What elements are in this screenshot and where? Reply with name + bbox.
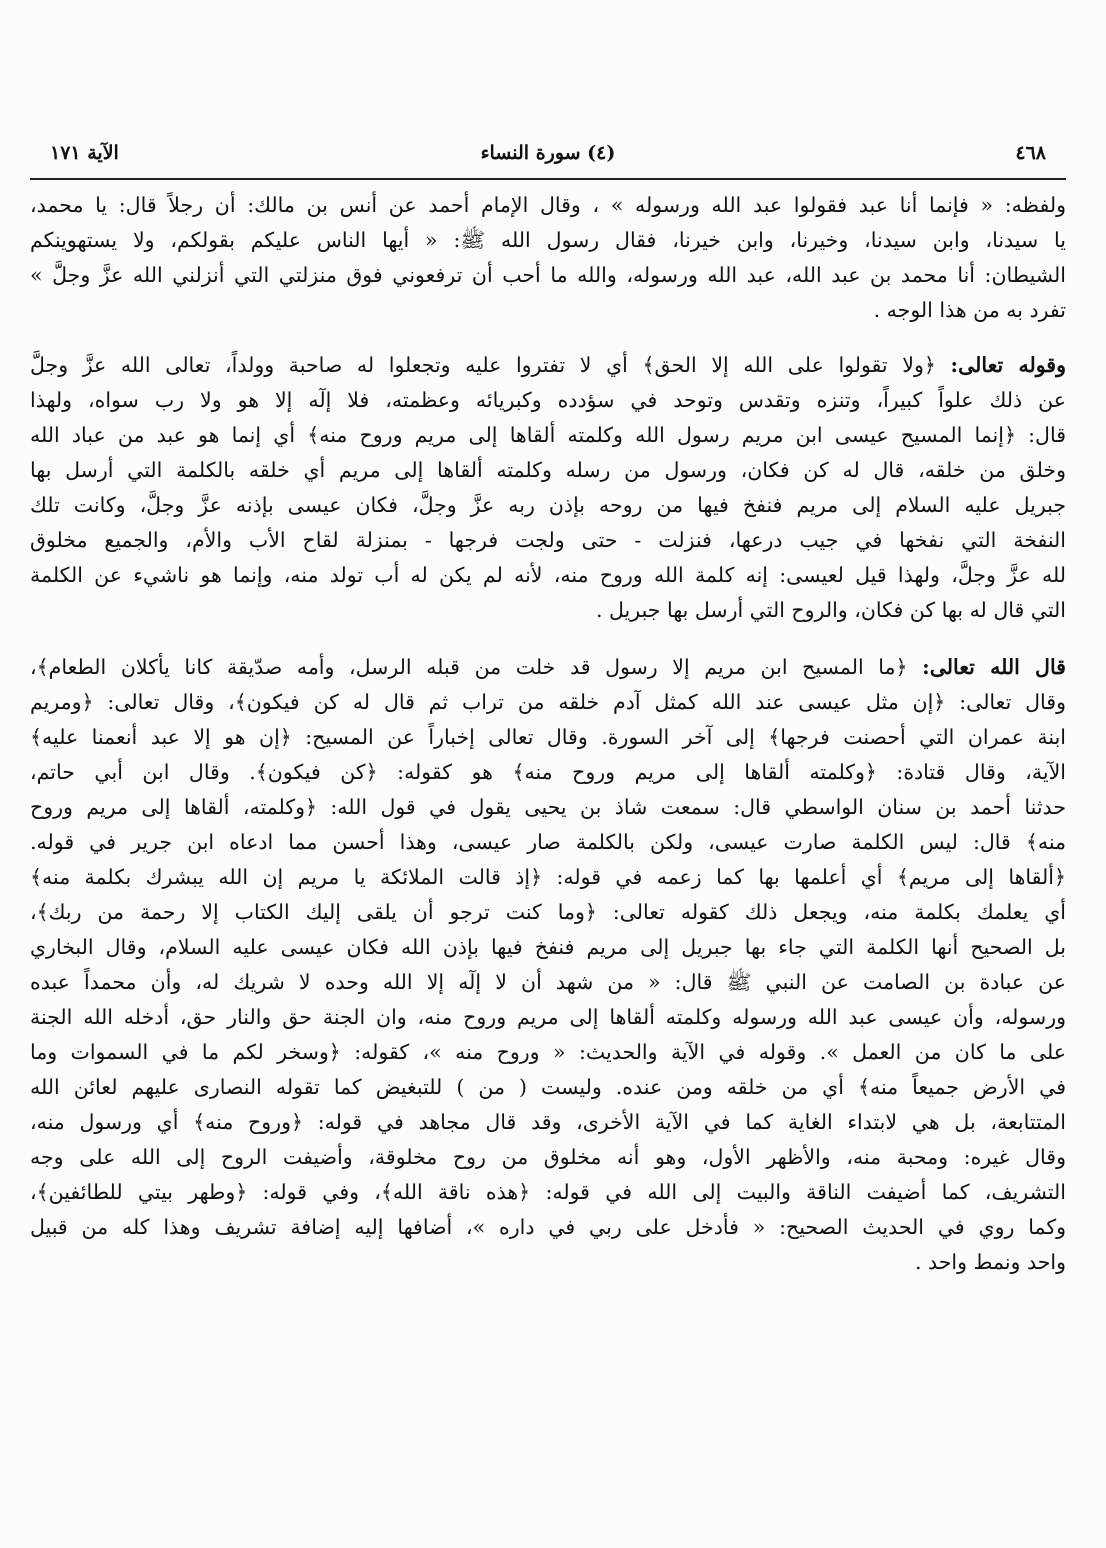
text-line: عن عبادة بن الصامت عن النبي ﷺ قال: « من شهد أن لا إلٓه إلا الله وحده لا شريك له، وأن محمداً عبده <box>30 970 1066 994</box>
text-line: المتتابعة، بل هي لابتداء الغاية كما في الآية الأخرى، وقد قال مجاهد في قوله: ﴿وروح منه﴾ أي ورسول منه، <box>30 1110 1066 1134</box>
text-line <box>30 650 1066 685</box>
text-line: لله عزَّ وجلَّ، ولهذا قيل لعيسى: إنه كلمة الله وروح منه، لأنه لم يكن له أب تولد منه، وإنما هو ناشيء عن الكلمة <box>30 563 1066 587</box>
paragraph <box>30 650 1066 1280</box>
text-line-rest: ﴿ما المسيح ابن مريم إلا رسول قد خلت من قبله الرسل، وأمه صدّيقة كانا يأكلان الطعام﴾، <box>30 655 923 679</box>
page-header <box>30 140 1066 174</box>
text-line: قال: ﴿إنما المسيح عيسى ابن مريم رسول الله وكلمته ألقاها إلى مريم وروح منه﴾ أي إنما هو عبد من عباد الله <box>30 423 1066 447</box>
text-line: التي قال له بها كن فكان، والروح التي أرسل بها جبريل . <box>596 598 1066 622</box>
page-body <box>30 188 1066 1280</box>
text-line: جبريل عليه السلام إلى مريم فنفخ فيها من روحه بإذن ربه عزَّ وجلَّ، فكان عيسى بإذنه عزَّ وجلَّ، وكانت تلك <box>30 493 1066 517</box>
text-line: في الأرض جميعاً منه﴾ أي من خلقه ومن عنده. وليست ( من ) للتبغيض كما تقوله النصارى عليهم لعائن الله <box>30 1075 1066 1099</box>
header-divider <box>30 178 1066 180</box>
text-line: على ما كان من العمل ». وقوله في الآية والحديث: « وروح منه »، كقوله: ﴿وسخر لكم ما في السموات وما <box>30 1040 1066 1064</box>
paragraph-lead: وقوله تعالى: <box>950 353 1066 377</box>
text-line: وقال غيره: ومحبة منه، والأظهر الأول، وهو أنه مخلوق من روح مخلوقة، وأضيفت الروح إلى الله على وجه <box>30 1145 1066 1169</box>
text-line: تفرد به من هذا الوجه . <box>873 298 1066 322</box>
page-number: ٤٦٨ <box>1015 142 1046 164</box>
text-line: الآية، وقال قتادة: ﴿وكلمته ألقاها إلى مريم وروح منه﴾ هو كقوله: ﴿كن فيكون﴾. وقال ابن أبي حاتم، <box>30 760 1066 784</box>
text-line: بل الصحيح أنها الكلمة التي جاء بها جبريل إلى مريم فنفخ فيها بإذن الله فكان عيسى عليه السلام، وقال البخاري <box>30 935 1066 959</box>
text-line: ابنة عمران التي أحصنت فرجها﴾ إلى آخر السورة. وقال تعالى إخباراً عن المسيح: ﴿إن هو إلا عبد أنعمنا عليه﴾ <box>30 725 1066 749</box>
text-line: ولفظه: « فإنما أنا عبد فقولوا عبد الله ورسوله » ، وقال الإمام أحمد عن أنس بن مالك: أن رجلاً قال: يا محمد، <box>30 193 1066 217</box>
ayah-reference: الآية ١٧١ <box>50 142 119 164</box>
text-line: حدثنا أحمد بن سنان الواسطي قال: سمعت شاذ بن يحيى يقول في قول الله: ﴿وكلمته، ألقاها إلى مريم وروح <box>30 795 1066 819</box>
text-line: النفخة التي نفخها في جيب درعها، فنزلت - حتى ولجت فرجها - بمنزلة لقاح الأب والأم، والجميع مخلوق <box>30 528 1066 552</box>
text-line: ورسوله، وأن عيسى عبد الله ورسوله وكلمته ألقاها إلى مريم وروح منه، وان الجنة حق والنار حق، أدخله الله الجنة <box>30 1005 1066 1029</box>
text-line: وقال تعالى: ﴿إن مثل عيسى عند الله كمثل آدم خلقه من تراب ثم قال له كن فيكون﴾، وقال تعالى: ﴿ومريم <box>30 690 1066 714</box>
text-line: منه﴾ قال: ليس الكلمة صارت عيسى، ولكن بالكلمة صار عيسى، وهذا أحسن مما ادعاه ابن جرير في قوله. <box>30 830 1066 854</box>
text-line: أي يعلمك بكلمة منه، ويجعل ذلك كقوله تعالى: ﴿وما كنت ترجو أن يلقى إليك الكتاب إلا رحمة من ربك﴾، <box>30 900 1066 924</box>
text-line <box>30 348 1066 383</box>
text-line: واحد ونمط واحد . <box>914 1250 1066 1274</box>
text-line-rest: ﴿ولا تقولوا على الله إلا الحق﴾ أي لا تفتروا عليه وتجعلوا له صاحبة وولداً، تعالى الله عزَّ وجلَّ <box>30 353 951 377</box>
paragraph <box>30 348 1066 628</box>
paragraph-lead: قال الله تعالى: <box>922 655 1066 679</box>
text-line: وخلق من خلقه، قال له كن فكان، ورسول من رسله وكلمته ألقاها إلى مريم أي خلقه بالكلمة التي أرسل بها <box>30 458 1066 482</box>
paragraph <box>30 188 1066 328</box>
text-line: يا سيدنا، وابن سيدنا، وخيرنا، وابن خيرنا، فقال رسول الله ﷺ: « أيها الناس عليكم بقولكم، ولا يستهوينكم <box>30 228 1066 252</box>
text-line: الشيطان: أنا محمد بن عبد الله، عبد الله ورسوله، والله ما أحب أن ترفعوني فوق منزلتي التي أنزلني الله عزَّ وجلَّ » <box>30 263 1066 287</box>
text-line: ﴿ألقاها إلى مريم﴾ أي أعلمها بها كما زعمه في قوله: ﴿إذ قالت الملائكة يا مريم إن الله يبشرك بكلمة منه﴾ <box>30 865 1066 889</box>
sura-title: (٤) سورة النساء <box>480 142 616 164</box>
text-line: عن ذلك علواً كبيراً، وتنزه وتقدس وتوحد في سؤدده وكبريائه وعظمته، فلا إلٓه إلا هو ولا رب سواه، ولهذا <box>30 388 1066 412</box>
text-line: التشريف، كما أضيفت الناقة والبيت إلى الله في قوله: ﴿هذه ناقة الله﴾، وفي قوله: ﴿وطهر بيتي للطائفين﴾، <box>30 1180 1066 1204</box>
text-line: وكما روي في الحديث الصحيح: « فأدخل على ربي في داره »، أضافها إليه إضافة تشريف وهذا كله من قبيل <box>30 1215 1066 1239</box>
